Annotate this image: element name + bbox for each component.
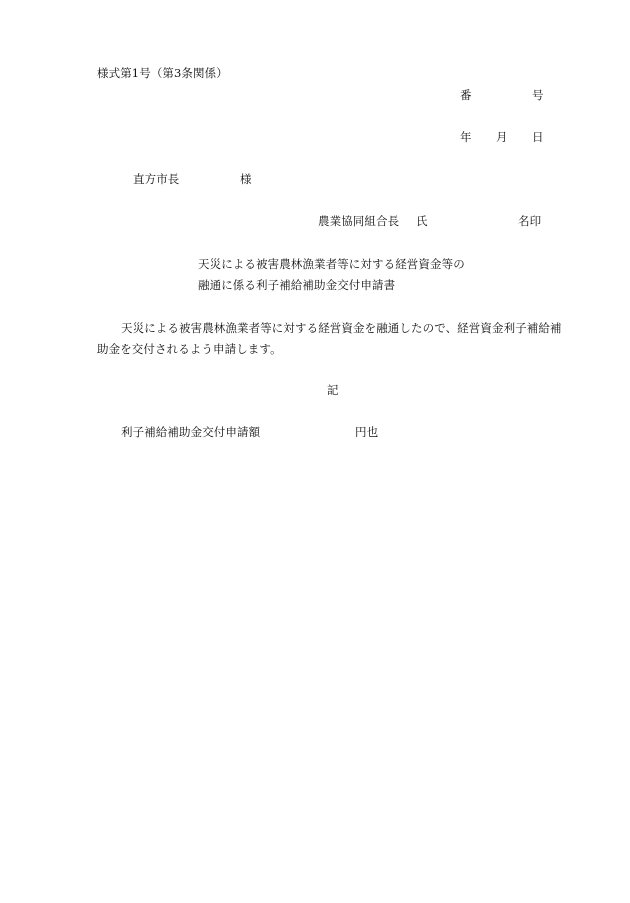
body-text-line-1: 天災による被害農林漁業者等に対する経営資金を融通したので、経営資金利子補給補 (121, 321, 562, 335)
ki-heading: 記 (327, 383, 339, 397)
document-title-line-2: 融通に係る利子補給補助金交付申請書 (198, 278, 396, 292)
applicant-name-label: 氏 (416, 214, 428, 228)
applicant-seal-label: 名印 (518, 214, 542, 228)
number-label: 番 (460, 88, 472, 102)
date-year-label: 年 (460, 130, 472, 144)
amount-unit: 円也 (355, 425, 379, 439)
addressee-honorific: 様 (240, 172, 252, 186)
amount-label: 利子補給補助金交付申請額 (121, 425, 261, 439)
date-month-label: 月 (496, 130, 508, 144)
body-text-line-2: 助金を交付されるよう申請します。 (97, 342, 282, 356)
addressee-name: 直方市長 (133, 172, 180, 186)
date-day-label: 日 (532, 130, 544, 144)
applicant-title: 農業協同組合長 (318, 214, 400, 228)
form-id: 様式第1号（第3条関係） (97, 66, 228, 80)
number-suffix: 号 (532, 88, 544, 102)
document-title-line-1: 天災による被害農林漁業者等に対する経営資金等の (198, 257, 465, 271)
